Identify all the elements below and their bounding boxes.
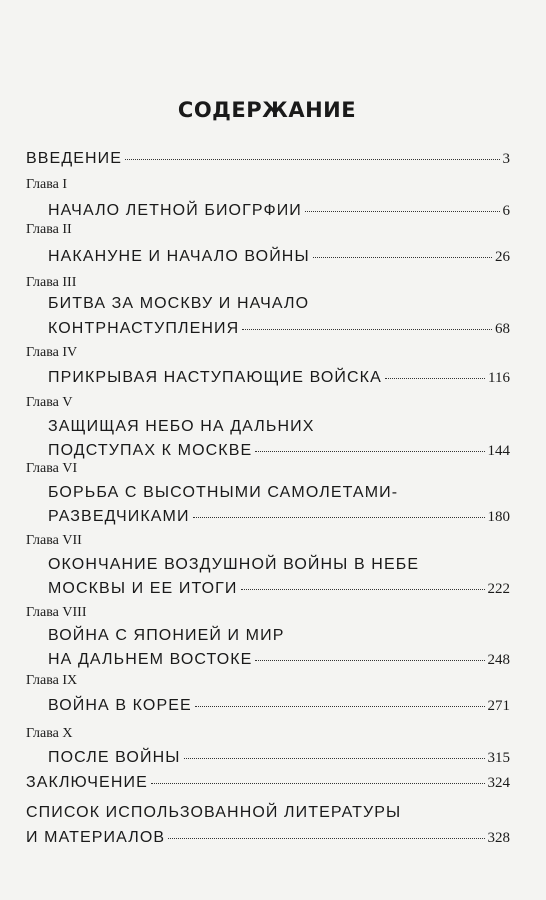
toc-entry-line — [26, 150, 510, 168]
chapter-label: Глава I — [26, 177, 68, 192]
dot-leader — [193, 517, 485, 518]
dot-leader — [255, 451, 484, 452]
toc-entry-line — [48, 556, 419, 574]
page-number: 180 — [487, 509, 510, 525]
chapter-label: Глава II — [26, 222, 72, 237]
page-number: 315 — [487, 750, 510, 766]
toc-entry-title: ОКОНЧАНИЕ ВОЗДУШНОЙ ВОЙНЫ В НЕБЕ — [48, 556, 420, 573]
toc-entry-title: ВОЙНА В КОРЕЕ — [48, 697, 192, 714]
page-number: 324 — [487, 775, 510, 791]
toc-entry-title: НА ДАЛЬНЕМ ВОСТОКЕ — [48, 651, 253, 668]
dot-leader — [255, 660, 484, 661]
toc-entry-line — [48, 248, 510, 266]
dot-leader — [151, 783, 485, 784]
dot-leader — [305, 211, 500, 212]
dot-leader — [184, 758, 485, 759]
toc-entry-title: ПОДСТУПАХ К МОСКВЕ — [48, 442, 253, 459]
toc-entry-line — [48, 320, 510, 338]
toc-entry-title: ЗАКЛЮЧЕНИЕ — [26, 774, 148, 791]
dot-leader — [168, 838, 484, 839]
toc-entry-title: НАКАНУНЕ И НАЧАЛО ВОЙНЫ — [48, 248, 310, 265]
chapter-label: Глава III — [26, 275, 77, 290]
toc-entry-line — [48, 442, 510, 460]
toc-entry-title: МОСКВЫ И ЕЕ ИТОГИ — [48, 580, 238, 597]
toc-entry-line — [48, 418, 315, 436]
toc-entry-title: ВОЙНА С ЯПОНИЕЙ И МИР — [48, 627, 285, 644]
chapter-label: Глава VIII — [26, 605, 87, 620]
toc-entry-title: ПОСЛЕ ВОЙНЫ — [48, 749, 181, 766]
chapter-label: Глава VII — [26, 533, 82, 548]
page-number: 68 — [495, 321, 510, 337]
page-number: 271 — [487, 698, 510, 714]
toc-entry-line — [48, 697, 510, 715]
toc-entry-line — [48, 369, 510, 387]
chapter-label: Глава IV — [26, 345, 78, 360]
page-number: 328 — [487, 830, 510, 846]
toc-entry-title: РАЗВЕДЧИКАМИ — [48, 508, 190, 525]
dot-leader — [241, 589, 485, 590]
page-number: 248 — [487, 652, 510, 668]
toc-entry-title: НАЧАЛО ЛЕТНОЙ БИОГРФИИ — [48, 202, 302, 219]
dot-leader — [385, 378, 485, 379]
page-number: 222 — [487, 581, 510, 597]
toc-entry-line — [48, 484, 398, 502]
toc-entry-line — [48, 580, 510, 598]
chapter-label: Глава X — [26, 726, 73, 741]
toc-entry-line — [48, 202, 510, 220]
page-number: 6 — [502, 203, 510, 219]
page-number: 3 — [502, 151, 510, 167]
chapter-label: Глава V — [26, 395, 73, 410]
toc-entry-title: И МАТЕРИАЛОВ — [26, 829, 166, 846]
toc-entry-line — [26, 774, 510, 792]
toc-entry-line — [48, 749, 510, 767]
toc-entry-title: БОРЬБА С ВЫСОТНЫМИ САМОЛЕТАМИ- — [48, 484, 399, 501]
chapter-label: Глава IX — [26, 673, 78, 688]
toc-entry-title: ПРИКРЫВАЯ НАСТУПАЮЩИЕ ВОЙСКА — [48, 369, 382, 386]
toc-entry-line — [26, 804, 401, 822]
dot-leader — [242, 329, 492, 330]
toc-entry-line — [48, 508, 510, 526]
toc-entry-line — [48, 651, 510, 669]
toc-entry-line — [26, 829, 510, 847]
toc-entry-title: КОНТРНАСТУПЛЕНИЯ — [48, 320, 240, 337]
toc-entry-line — [48, 627, 284, 645]
page-number: 26 — [495, 249, 510, 265]
toc-entry-title: БИТВА ЗА МОСКВУ И НАЧАЛО — [48, 295, 310, 312]
toc-entry-title: ЗАЩИЩАЯ НЕБО НА ДАЛЬНИХ — [48, 418, 315, 435]
chapter-label: Глава VI — [26, 461, 78, 476]
toc-entry-title: СПИСОК ИСПОЛЬЗОВАННОЙ ЛИТЕРАТУРЫ — [26, 804, 402, 821]
dot-leader — [313, 257, 492, 258]
page-number: 116 — [488, 370, 510, 386]
dot-leader — [195, 706, 485, 707]
page-number: 144 — [487, 443, 510, 459]
toc-entry-line — [48, 295, 309, 313]
page-title: СОДЕРЖАНИЕ — [177, 98, 357, 122]
toc-entry-title: ВВЕДЕНИЕ — [26, 150, 123, 167]
dot-leader — [125, 159, 499, 160]
